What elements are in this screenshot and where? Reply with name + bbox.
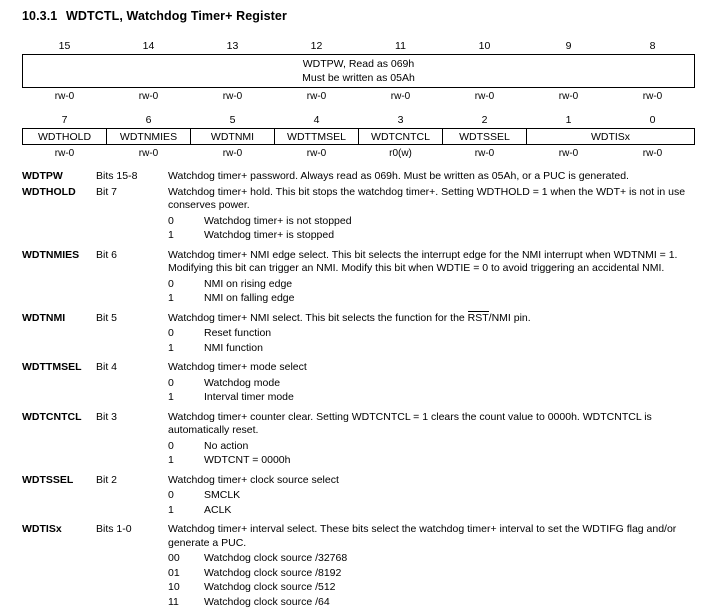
wdtpw-field-cell — [23, 55, 695, 88]
option-code: 1 — [168, 229, 174, 241]
option-code: 0 — [168, 214, 174, 227]
option-meaning: NMI on rising edge — [204, 277, 293, 290]
register-low-byte-table — [22, 111, 694, 161]
description-row-wdtpw — [22, 170, 715, 184]
option-item — [168, 503, 715, 518]
field-bits-wdtnmies: Bit 6 — [96, 248, 118, 261]
field-label-wdtnmi: WDTNMI — [22, 311, 66, 324]
bit-number-7: 7 — [61, 113, 68, 126]
option-item — [168, 228, 715, 243]
field-name-row — [23, 129, 695, 145]
bit-number-2: 2 — [481, 113, 488, 126]
rw-bit-14: rw-0 — [138, 90, 159, 102]
option-code: 00 — [168, 552, 180, 564]
option-item — [168, 277, 715, 292]
register-high-byte-table — [22, 37, 694, 104]
option-list-wdtisx — [168, 551, 715, 609]
option-meaning: Reset function — [204, 327, 272, 339]
option-list-wdtssel — [168, 488, 715, 517]
option-item — [168, 291, 715, 306]
bit-number-0: 0 — [649, 113, 656, 126]
option-meaning: Watchdog timer+ is stopped — [204, 229, 335, 241]
option-item — [168, 551, 715, 566]
option-code: 1 — [168, 341, 174, 354]
option-meaning: Watchdog clock source /32768 — [204, 552, 348, 564]
wdtpw-read-label: WDTPW, Read as 069h — [302, 57, 415, 70]
wdtpw-write-label: Must be written as 05Ah — [302, 72, 415, 84]
field-descriptions — [0, 170, 715, 609]
field-wdttmsel: WDTTMSEL — [275, 129, 359, 145]
rw-row-low — [23, 145, 695, 162]
field-text-wdtssel: Watchdog timer+ clock source select — [168, 473, 339, 486]
option-meaning: Watchdog clock source /64 — [204, 595, 330, 608]
option-item — [168, 580, 715, 595]
bit-number-1: 1 — [565, 113, 572, 126]
bit-number-10: 10 — [478, 39, 491, 52]
field-wdtisx: WDTISx — [527, 129, 695, 145]
option-code: 1 — [168, 454, 174, 466]
field-label-wdthold: WDTHOLD — [22, 185, 76, 198]
option-meaning: Watchdog clock source /512 — [204, 581, 336, 593]
option-meaning: Watchdog mode — [204, 376, 281, 389]
bit-number-5: 5 — [229, 113, 236, 126]
rw-bit-10: rw-0 — [474, 90, 495, 102]
field-label-wdtpw: WDTPW — [22, 170, 63, 182]
option-list-wdthold — [168, 214, 715, 243]
option-code: 0 — [168, 376, 174, 389]
bit-number-3: 3 — [397, 113, 404, 126]
option-item — [168, 214, 715, 229]
description-row-wdthold — [22, 186, 715, 243]
section-number: 10.3.1 — [22, 9, 58, 23]
rw-bit-4: rw-0 — [306, 147, 327, 159]
rw-bit-0: rw-0 — [642, 147, 663, 159]
option-item — [168, 488, 715, 503]
field-bits-wdthold: Bit 7 — [96, 185, 118, 198]
field-text-wdtnmi: Watchdog timer+ NMI select. This bit selects the function for the RST/NMI pin. — [168, 311, 531, 324]
description-row-wdttmsel — [22, 361, 715, 405]
option-list-wdtcntcl — [168, 439, 715, 468]
field-wdtnmies: WDTNMIES — [107, 129, 191, 145]
field-text-wdtcntcl: Watchdog timer+ counter clear. Setting WDTCNTCL = 1 clears the count value to 0000h. WDTCNTCL is automatically reset. — [168, 410, 652, 436]
rw-bit-3: r0(w) — [389, 147, 412, 159]
option-item — [168, 341, 715, 356]
rw-bit-7: rw-0 — [54, 147, 75, 159]
bit-number-14: 14 — [142, 39, 155, 52]
option-list-wdttmsel — [168, 376, 715, 405]
description-row-wdtnmies — [22, 249, 715, 306]
bit-number-4: 4 — [313, 113, 320, 126]
option-meaning: No action — [204, 439, 249, 452]
field-text-wdtpw: Watchdog timer+ password. Always read as 069h. Must be written as 05Ah, or a PUC is generated. — [168, 170, 629, 182]
option-item — [168, 376, 715, 391]
option-list-wdtnmi — [168, 326, 715, 355]
option-code: 1 — [168, 391, 174, 403]
option-list-wdtnmies — [168, 277, 715, 306]
rw-bit-2: rw-0 — [474, 147, 495, 159]
option-item — [168, 595, 715, 610]
field-bits-wdtcntcl: Bit 3 — [96, 410, 118, 423]
field-wdtnmi: WDTNMI — [191, 129, 275, 145]
rw-bit-8: rw-0 — [642, 90, 663, 102]
bit-number-12: 12 — [310, 39, 323, 52]
option-meaning: NMI on falling edge — [204, 292, 295, 304]
option-code: 0 — [168, 327, 174, 339]
option-code: 10 — [168, 581, 180, 593]
field-label-wdttmsel: WDTTMSEL — [22, 361, 82, 373]
description-row-wdtcntcl — [22, 411, 715, 468]
option-code: 1 — [168, 503, 174, 516]
field-bits-wdtnmi: Bit 5 — [96, 311, 118, 324]
rw-bit-15: rw-0 — [54, 90, 75, 102]
description-row-wdtnmi — [22, 312, 715, 356]
field-label-wdtisx: WDTISx — [22, 523, 62, 535]
option-item — [168, 439, 715, 454]
option-meaning: NMI function — [204, 341, 263, 354]
option-code: 0 — [168, 277, 174, 290]
field-label-wdtssel: WDTSSEL — [22, 473, 74, 486]
option-meaning: Watchdog timer+ is not stopped — [204, 214, 352, 227]
option-item — [168, 453, 715, 468]
field-label-wdtcntcl: WDTCNTCL — [22, 410, 82, 423]
field-wdtcntcl: WDTCNTCL — [359, 129, 443, 145]
option-meaning: WDTCNT = 0000h — [204, 454, 291, 466]
rw-bit-11: rw-0 — [390, 90, 411, 102]
bit-number-row-low — [23, 111, 695, 129]
bit-number-9: 9 — [565, 39, 572, 52]
option-code: 01 — [168, 566, 180, 579]
field-text-wdttmsel: Watchdog timer+ mode select — [168, 361, 307, 373]
description-row-wdtssel — [22, 474, 715, 518]
rw-row-high — [23, 88, 695, 105]
field-wdthold: WDTHOLD — [23, 129, 107, 145]
bit-number-6: 6 — [145, 113, 152, 126]
field-text-wdtnmies: Watchdog timer+ NMI edge select. This bit selects the interrupt edge for the NMI interrupt when WDTNMI = 1. Modifying this bit can trigger an NMI. Modify this bit when WDTIE = 0 to avoid triggering an accidental NMI. — [168, 248, 678, 274]
field-bits-wdtisx: Bits 1-0 — [96, 523, 132, 535]
document-page — [0, 9, 715, 612]
section-heading-text: WDTCTL, Watchdog Timer+ Register — [66, 9, 287, 23]
field-bits-wdtpw: Bits 15-8 — [96, 170, 138, 182]
rst-overline-label: RST — [467, 311, 489, 324]
option-item — [168, 326, 715, 341]
option-meaning: Watchdog clock source /8192 — [204, 566, 342, 579]
field-text-wdtisx: Watchdog timer+ interval select. These bits select the watchdog timer+ interval to set the WDTIFG flag and/or generate a PUC. — [168, 523, 677, 549]
rw-bit-9: rw-0 — [558, 90, 579, 102]
bit-number-15: 15 — [58, 39, 71, 52]
option-code: 0 — [168, 439, 174, 452]
field-wdtssel: WDTSSEL — [443, 129, 527, 145]
page-title — [22, 9, 715, 23]
bit-number-8: 8 — [649, 39, 656, 52]
rw-bit-5: rw-0 — [222, 147, 243, 159]
option-meaning: SMCLK — [204, 489, 241, 501]
option-code: 1 — [168, 292, 174, 304]
description-row-wdtisx — [22, 523, 715, 609]
option-item — [168, 566, 715, 581]
option-meaning: Interval timer mode — [204, 391, 294, 403]
rw-bit-13: rw-0 — [222, 90, 243, 102]
rw-bit-1: rw-0 — [558, 147, 579, 159]
field-label-wdtnmies: WDTNMIES — [22, 248, 80, 261]
option-item — [168, 390, 715, 405]
rw-bit-12: rw-0 — [306, 90, 327, 102]
rw-bit-6: rw-0 — [138, 147, 159, 159]
option-meaning: ACLK — [204, 503, 232, 516]
bit-number-row-high — [23, 37, 695, 55]
option-code: 11 — [168, 595, 179, 608]
bit-number-11: 11 — [395, 39, 406, 52]
field-bits-wdtssel: Bit 2 — [96, 473, 118, 486]
bit-number-13: 13 — [226, 39, 239, 52]
field-bits-wdttmsel: Bit 4 — [96, 361, 118, 373]
field-text-wdthold: Watchdog timer+ hold. This bit stops the watchdog timer+. Setting WDTHOLD = 1 when the WDT+ is not in use conserves power. — [168, 185, 686, 211]
option-code: 0 — [168, 489, 174, 501]
